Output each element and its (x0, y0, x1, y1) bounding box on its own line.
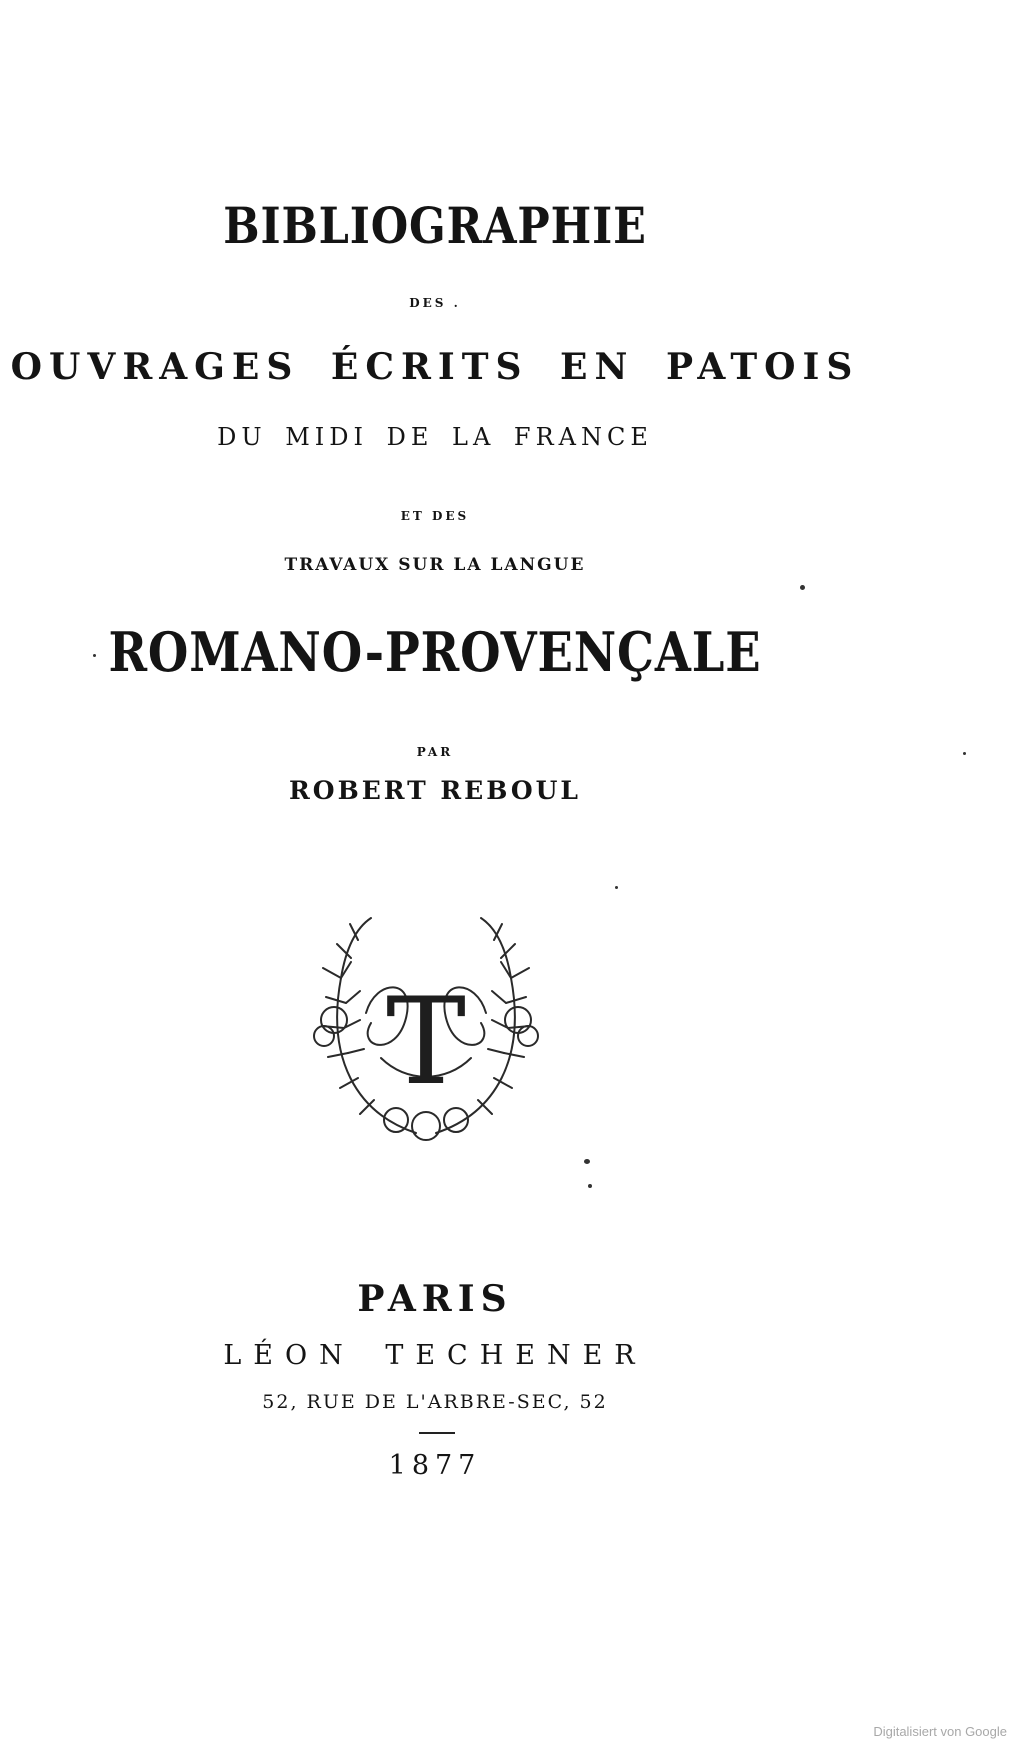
book-title: BIBLIOGRAPHIE (223, 196, 647, 255)
scan-speck (615, 886, 618, 889)
connector-et-des: ET DES (400, 509, 470, 523)
scan-speck (584, 1159, 590, 1164)
author-name: ROBERT REBOUL (289, 776, 581, 805)
scan-watermark: Digitalisiert von Google (873, 1724, 1007, 1739)
wreath-monogram-icon (296, 908, 556, 1148)
subtitle-midi: DU MIDI DE LA FRANCE (217, 423, 653, 451)
divider-rule (419, 1432, 455, 1434)
imprint-year: 1877 (388, 1450, 482, 1481)
monogram-letter: T (385, 973, 467, 1112)
scan-speck (93, 654, 96, 657)
scan-speck (588, 1184, 592, 1188)
connector-par: PAR (416, 745, 454, 759)
connector-des: DES . (409, 296, 461, 310)
subtitle-romano-provencale: ROMANO-PROVENÇALE (108, 620, 762, 684)
imprint-address: 52, RUE DE L'ARBRE-SEC, 52 (262, 1391, 608, 1413)
imprint-publisher: LÉON TECHENER (223, 1340, 647, 1371)
scan-speck (800, 585, 805, 590)
subtitle-ouvrages: OUVRAGES ÉCRITS EN PATOIS (10, 346, 860, 388)
imprint-city: PARIS (357, 1278, 513, 1320)
subtitle-travaux: TRAVAUX SUR LA LANGUE (284, 555, 586, 575)
scan-speck (963, 752, 966, 755)
